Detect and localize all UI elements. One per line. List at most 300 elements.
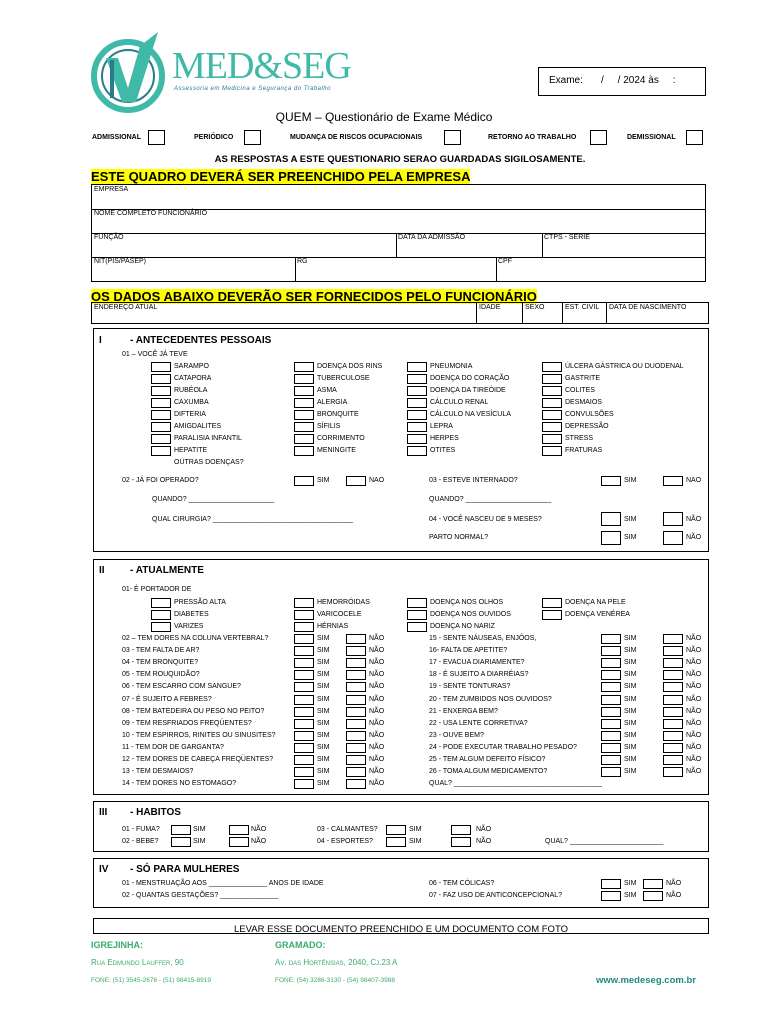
- exam-type-label: DEMISSIONAL: [627, 134, 676, 141]
- disease-label: MENINGITE: [317, 447, 356, 454]
- endereco-field[interactable]: ENDEREÇO ATUAL: [94, 304, 158, 311]
- civil-field[interactable]: EST. CIVIL: [565, 304, 600, 311]
- question-label: 08 - TEM BATEDEIRA OU PESO NO PEITO?: [122, 707, 265, 715]
- sexo-field[interactable]: SEXO: [525, 304, 545, 311]
- sim-label: SIM: [317, 647, 330, 655]
- disease-checkbox[interactable]: [151, 446, 171, 456]
- disease-checkbox[interactable]: [294, 398, 314, 408]
- disease-label: PNEUMONIA: [430, 363, 473, 370]
- disease-label: PARALISIA INFANTIL: [174, 435, 242, 442]
- nao-label: NÃO: [369, 756, 385, 763]
- nao-checkbox[interactable]: [451, 837, 471, 847]
- disease-label: AMIGDALITES: [174, 423, 222, 430]
- sim-label: SIM: [317, 477, 330, 484]
- sim-checkbox[interactable]: [601, 755, 621, 765]
- nao-label: NÃO: [686, 635, 702, 642]
- disease-label: ASMA: [317, 387, 337, 394]
- sim-label: SIM: [624, 768, 637, 776]
- sim-checkbox[interactable]: [601, 658, 621, 668]
- condition-checkbox[interactable]: [151, 622, 171, 632]
- question-label: 24 - PODE EXECUTAR TRABALHO PESADO?: [429, 743, 577, 751]
- section-num: II: [99, 565, 105, 576]
- question-label: 05 - TEM ROUQUIDÃO?: [122, 671, 200, 679]
- section-num: I: [99, 335, 102, 346]
- disease-checkbox[interactable]: [151, 422, 171, 432]
- exam-type-checkbox[interactable]: [590, 130, 607, 145]
- nao-label: NÃO: [666, 880, 682, 887]
- sim-label: SIM: [317, 743, 330, 751]
- sim-checkbox[interactable]: [601, 512, 621, 526]
- sim-checkbox[interactable]: [601, 695, 621, 705]
- condition-checkbox[interactable]: [542, 598, 562, 608]
- question-label: 04 - TEM BRONQUITE?: [122, 659, 199, 667]
- condition-label: PRESSÃO ALTA: [174, 599, 226, 606]
- exam-type-label: MUDANÇA DE RISCOS OCUPACIONAIS: [290, 134, 423, 141]
- disease-checkbox[interactable]: [542, 434, 562, 444]
- nao-checkbox[interactable]: [346, 767, 366, 777]
- nao-checkbox[interactable]: [346, 682, 366, 692]
- question-label: 21 - ENXERGA BEM?: [429, 707, 498, 715]
- question-label: 01 - FUMA?: [122, 826, 160, 833]
- sim-checkbox[interactable]: [294, 743, 314, 753]
- disease-label: GASTRITE: [565, 375, 601, 382]
- sim-label: SIM: [624, 719, 637, 727]
- disease-label: DIFTERIA: [174, 411, 206, 418]
- nao-label: NÃO: [686, 719, 702, 727]
- sim-checkbox[interactable]: [386, 837, 406, 847]
- exam-type-checkbox[interactable]: [686, 130, 703, 145]
- exam-type-label: RETORNO AO TRABALHO: [488, 134, 577, 141]
- nao-label: NÃO: [369, 731, 385, 739]
- exam-date-box[interactable]: [538, 67, 706, 96]
- question-label: 17 - EVACUA DIARIAMENTE?: [429, 659, 525, 667]
- nao-label: NÃO: [686, 534, 702, 541]
- page-title: QUEM – Questionário de Exame Médico: [275, 110, 493, 124]
- disease-label: LEPRA: [430, 423, 453, 430]
- nao-label: NAO: [369, 477, 385, 484]
- disease-checkbox[interactable]: [542, 410, 562, 420]
- disease-checkbox[interactable]: [151, 386, 171, 396]
- question-label: 01 – VOCÊ JÁ TEVE: [122, 351, 188, 358]
- sim-checkbox[interactable]: [294, 731, 314, 741]
- funcao-field[interactable]: FUNÇÃO: [94, 234, 124, 241]
- nit-field[interactable]: NIT(PIS/PASEP): [94, 258, 146, 265]
- disease-label: HERPES: [430, 435, 459, 442]
- menstruacao-field[interactable]: 01 - MENSTRUAÇÃO AOS _______________ ANOS DE IDADE: [122, 880, 324, 887]
- disease-label: DOENÇA DA TIREÓIDE: [430, 387, 506, 394]
- sim-label: SIM: [317, 707, 330, 715]
- exam-type-checkbox[interactable]: [444, 130, 461, 145]
- disease-checkbox[interactable]: [407, 434, 427, 444]
- question-label: 19 - SENTE TONTURAS?: [429, 683, 511, 691]
- condition-checkbox[interactable]: [294, 598, 314, 608]
- disease-checkbox[interactable]: [294, 422, 314, 432]
- nao-checkbox[interactable]: [346, 476, 366, 486]
- sim-checkbox[interactable]: [294, 767, 314, 777]
- sim-checkbox[interactable]: [601, 670, 621, 680]
- question-label: 07 - É SUJEITO A FEBRES?: [122, 695, 212, 703]
- question-label: 09 - TEM RESFRIADOS FREQÜENTES?: [122, 719, 252, 727]
- nao-label: NÃO: [686, 671, 702, 679]
- condition-label: DOENÇA NOS OLHOS: [430, 599, 504, 606]
- disease-checkbox[interactable]: [294, 374, 314, 384]
- nao-checkbox[interactable]: [663, 658, 683, 668]
- condition-label: DOENÇA NA PELE: [565, 599, 626, 606]
- nao-checkbox[interactable]: [346, 670, 366, 680]
- nao-checkbox[interactable]: [346, 719, 366, 729]
- sim-checkbox[interactable]: [601, 719, 621, 729]
- exam-type-checkbox[interactable]: [244, 130, 261, 145]
- sim-label: SIM: [624, 477, 637, 484]
- nao-label: NÃO: [686, 516, 702, 523]
- sim-checkbox[interactable]: [601, 531, 621, 545]
- nao-label: NAO: [686, 477, 702, 484]
- sim-label: SIM: [193, 838, 206, 845]
- disease-checkbox[interactable]: [407, 446, 427, 456]
- quando-field[interactable]: QUANDO? ______________________: [152, 496, 275, 503]
- sim-label: SIM: [317, 719, 330, 727]
- condition-label: VARIZES: [174, 623, 204, 630]
- question-label: 20 - TEM ZUMBIDOS NOS OUVIDOS?: [429, 695, 552, 703]
- condition-checkbox[interactable]: [542, 610, 562, 620]
- disease-checkbox[interactable]: [294, 410, 314, 420]
- disease-checkbox[interactable]: [542, 446, 562, 456]
- nao-checkbox[interactable]: [346, 755, 366, 765]
- condition-label: DOENÇA NO NARIZ: [430, 623, 495, 630]
- nao-checkbox[interactable]: [346, 658, 366, 668]
- exam-type-label: ADMISSIONAL: [92, 134, 141, 141]
- nao-label: NÃO: [686, 683, 702, 691]
- nao-checkbox[interactable]: [346, 743, 366, 753]
- logo-brand: MED&SEG: [172, 45, 351, 87]
- nao-checkbox[interactable]: [346, 695, 366, 705]
- disease-label: TUBERCULOSE: [317, 375, 370, 382]
- disease-label: DOENÇA DOS RINS: [317, 363, 383, 370]
- nao-label: NÃO: [369, 647, 385, 655]
- nao-label: NÃO: [369, 719, 385, 727]
- sim-checkbox[interactable]: [171, 825, 191, 835]
- nao-checkbox[interactable]: [346, 731, 366, 741]
- nao-label: NÃO: [369, 659, 385, 667]
- condition-checkbox[interactable]: [294, 622, 314, 632]
- exam-label: Exame:: [549, 75, 583, 86]
- question-label: 22 - USA LENTE CORRETIVA?: [429, 719, 528, 727]
- sim-label: SIM: [317, 635, 330, 642]
- sim-checkbox[interactable]: [294, 476, 314, 486]
- question-label: 10 - TEM ESPIRROS, RINITES OU SINUSITES?: [122, 731, 276, 739]
- nao-label: NÃO: [369, 671, 385, 679]
- question-label: 04 - ESPORTES?: [317, 838, 373, 845]
- nao-checkbox[interactable]: [346, 634, 366, 644]
- condition-checkbox[interactable]: [407, 610, 427, 620]
- disease-checkbox[interactable]: [407, 422, 427, 432]
- exam-date: / / 2024 às :: [601, 75, 676, 86]
- nao-checkbox[interactable]: [229, 825, 249, 835]
- condition-checkbox[interactable]: [151, 610, 171, 620]
- nao-label: NÃO: [251, 838, 267, 845]
- nao-label: NÃO: [686, 707, 702, 715]
- nao-checkbox[interactable]: [346, 779, 366, 789]
- disease-checkbox[interactable]: [407, 386, 427, 396]
- phone2: FONE: (54) 3286-3130 - (54) 98407-3988: [275, 977, 395, 984]
- sim-label: SIM: [624, 756, 637, 763]
- section-habitos: [93, 801, 709, 852]
- question-label: 01- É PORTADOR DE: [122, 586, 192, 593]
- section-num: IV: [99, 864, 109, 875]
- disease-checkbox[interactable]: [151, 362, 171, 372]
- question-label: 23 - OUVE BEM?: [429, 731, 484, 739]
- nao-label: NÃO: [666, 892, 682, 899]
- disease-checkbox[interactable]: [151, 398, 171, 408]
- disease-label: FRATURAS: [565, 447, 603, 454]
- nao-checkbox[interactable]: [663, 767, 683, 777]
- sim-checkbox[interactable]: [601, 767, 621, 777]
- sim-checkbox[interactable]: [294, 707, 314, 717]
- nao-checkbox[interactable]: [663, 682, 683, 692]
- nao-checkbox[interactable]: [663, 670, 683, 680]
- nao-checkbox[interactable]: [663, 707, 683, 717]
- disease-checkbox[interactable]: [542, 398, 562, 408]
- sim-label: SIM: [624, 534, 637, 541]
- nao-label: NÃO: [476, 838, 492, 845]
- sim-checkbox[interactable]: [294, 646, 314, 656]
- sim-label: SIM: [624, 743, 637, 751]
- nao-checkbox[interactable]: [451, 825, 471, 835]
- city1: IGREJINHA:: [91, 940, 144, 950]
- company-form: [91, 184, 706, 282]
- nao-checkbox[interactable]: [346, 707, 366, 717]
- sim-checkbox[interactable]: [294, 634, 314, 644]
- disease-checkbox[interactable]: [542, 386, 562, 396]
- question-label: 02 - JÁ FOI OPERADO?: [122, 477, 199, 484]
- nao-checkbox[interactable]: [229, 837, 249, 847]
- sim-checkbox[interactable]: [294, 658, 314, 668]
- question-label: 25 - TEM ALGUM DEFEITO FÍSICO?: [429, 756, 546, 763]
- disease-checkbox[interactable]: [294, 386, 314, 396]
- condition-label: HÉRNIAS: [317, 623, 349, 630]
- question-label: 13 - TEM DESMAIOS?: [122, 768, 194, 776]
- condition-checkbox[interactable]: [294, 610, 314, 620]
- sim-label: SIM: [317, 731, 330, 739]
- confidential-note: AS RESPOSTAS A ESTE QUESTIONARIO SERAO GUARDADAS SIGILOSAMENTE.: [214, 154, 586, 165]
- disease-label: ALERGIA: [317, 399, 348, 406]
- cpf-field[interactable]: CPF: [498, 258, 512, 265]
- question-label: 14 - TEM DORES NO ESTOMAGO?: [122, 780, 237, 788]
- disease-checkbox[interactable]: [151, 434, 171, 444]
- sim-checkbox[interactable]: [294, 670, 314, 680]
- disease-label: COLITES: [565, 387, 595, 394]
- nao-checkbox[interactable]: [663, 743, 683, 753]
- condition-checkbox[interactable]: [151, 598, 171, 608]
- condition-checkbox[interactable]: [407, 622, 427, 632]
- sim-checkbox[interactable]: [294, 779, 314, 789]
- nao-label: NÃO: [686, 647, 702, 655]
- nao-checkbox[interactable]: [663, 646, 683, 656]
- disease-checkbox[interactable]: [294, 362, 314, 372]
- disease-label: CATAPORA: [174, 375, 212, 382]
- disease-label: DESMAIOS: [565, 399, 602, 406]
- disease-label: SARAMPO: [174, 363, 210, 370]
- disease-label: SÍFILIS: [317, 423, 341, 430]
- section-title: - HABITOS: [130, 807, 181, 818]
- logo-mark-icon: [90, 26, 170, 122]
- sim-checkbox[interactable]: [601, 682, 621, 692]
- disease-checkbox[interactable]: [151, 374, 171, 384]
- question-label: PARTO NORMAL?: [429, 534, 489, 541]
- disease-label: HEPATITE: [174, 447, 208, 454]
- disease-label: DEPRESSÃO: [565, 423, 609, 430]
- sim-label: SIM: [317, 780, 330, 788]
- sim-label: SIM: [317, 671, 330, 679]
- disease-checkbox[interactable]: [407, 374, 427, 384]
- city2: GRAMADO:: [275, 940, 326, 950]
- nao-label: NÃO: [686, 731, 702, 739]
- admissao-field[interactable]: DATA DA ADMISSÃO: [398, 234, 466, 241]
- question-label: 06 - TEM ESCARRO COM SANGUE?: [122, 683, 241, 691]
- sim-checkbox[interactable]: [386, 825, 406, 835]
- section-title: - ATUALMENTE: [130, 565, 204, 576]
- address1: Rua Edmundo Lauffer, 90: [91, 958, 184, 967]
- quando2-field[interactable]: QUANDO? ______________________: [429, 496, 552, 503]
- outras-label: OUTRAS DOENÇAS?: [174, 459, 244, 466]
- section-title: - ANTECEDENTES PESSOAIS: [130, 335, 272, 346]
- question-label: 15 - SENTE NÁUSEAS, ENJÔOS,: [429, 635, 537, 642]
- question-label: QUAL? ______________________________________: [429, 780, 602, 788]
- nome-field[interactable]: NOME COMPLETO FUNCIONÁRIO: [94, 210, 208, 217]
- nao-checkbox[interactable]: [663, 476, 683, 486]
- sim-label: SIM: [624, 683, 637, 691]
- sim-label: SIM: [317, 695, 330, 703]
- nao-checkbox[interactable]: [663, 695, 683, 705]
- sim-label: SIM: [317, 768, 330, 776]
- nao-label: NÃO: [686, 743, 702, 751]
- sim-label: SIM: [624, 671, 637, 679]
- sim-label: SIM: [624, 516, 637, 523]
- sim-checkbox[interactable]: [601, 707, 621, 717]
- disease-checkbox[interactable]: [294, 434, 314, 444]
- disease-checkbox[interactable]: [542, 362, 562, 372]
- sim-label: SIM: [317, 756, 330, 763]
- sim-label: SIM: [317, 659, 330, 667]
- condition-label: HEMORRÓIDAS: [317, 599, 370, 606]
- gestacoes-field[interactable]: 02 - QUANTAS GESTAÇÕES? _______________: [122, 892, 279, 899]
- condition-label: DIABETES: [174, 611, 209, 618]
- disease-checkbox[interactable]: [407, 398, 427, 408]
- condition-checkbox[interactable]: [407, 598, 427, 608]
- disease-label: STRESS: [565, 435, 594, 442]
- sim-checkbox[interactable]: [601, 731, 621, 741]
- disease-label: CÁLCULO RENAL: [430, 399, 489, 406]
- nao-checkbox[interactable]: [663, 731, 683, 741]
- nascimento-field[interactable]: DATA DE NASCIMENTO: [609, 304, 687, 311]
- nao-label: NÃO: [369, 780, 385, 788]
- nao-label: NÃO: [686, 756, 702, 763]
- sim-checkbox[interactable]: [601, 743, 621, 753]
- nao-checkbox[interactable]: [643, 879, 663, 889]
- disease-label: BRONQUITE: [317, 411, 359, 418]
- empresa-field[interactable]: EMPRESA: [94, 186, 129, 193]
- sim-label: SIM: [193, 826, 206, 833]
- sim-label: SIM: [317, 683, 330, 691]
- nao-checkbox[interactable]: [643, 891, 663, 901]
- rg-field[interactable]: RG: [297, 258, 308, 265]
- nao-checkbox[interactable]: [663, 755, 683, 765]
- ctps-field[interactable]: CTPS - SERIE: [544, 234, 590, 241]
- condition-label: DOENÇA NOS OUVIDOS: [430, 611, 511, 618]
- sim-label: SIM: [624, 635, 637, 642]
- disease-checkbox[interactable]: [151, 410, 171, 420]
- logo-tagline: Assessoria em Medicina e Segurança do Trabalho: [174, 86, 331, 92]
- sim-label: SIM: [624, 695, 637, 703]
- sim-checkbox[interactable]: [601, 476, 621, 486]
- disease-checkbox[interactable]: [542, 422, 562, 432]
- nao-label: NÃO: [369, 743, 385, 751]
- nao-checkbox[interactable]: [663, 634, 683, 644]
- exam-type-checkbox[interactable]: [148, 130, 165, 145]
- section-num: III: [99, 807, 108, 818]
- question-label: 03 - CALMANTES?: [317, 826, 378, 833]
- sim-checkbox[interactable]: [294, 695, 314, 705]
- qual-cirurgia-field[interactable]: QUAL CIRURGIA? ____________________________________: [152, 516, 353, 523]
- question-label: 03 - TEM FALTA DE AR?: [122, 647, 200, 655]
- question-label: 11 - TEM DOR DE GARGANTA?: [122, 743, 224, 751]
- sim-checkbox[interactable]: [294, 719, 314, 729]
- sim-label: SIM: [624, 880, 637, 887]
- nao-label: NÃO: [369, 695, 385, 703]
- sim-checkbox[interactable]: [294, 755, 314, 765]
- sim-checkbox[interactable]: [601, 891, 621, 901]
- section-title: - SÓ PARA MULHERES: [130, 864, 240, 875]
- employee-form: [91, 302, 709, 324]
- section-mulheres: [93, 858, 709, 908]
- nao-label: NÃO: [686, 659, 702, 667]
- idade-field[interactable]: IDADE: [479, 304, 501, 311]
- condition-label: DOENÇA VENÉREA: [565, 611, 630, 618]
- exam-type-label: PERIÓDICO: [194, 134, 234, 141]
- sim-checkbox[interactable]: [601, 879, 621, 889]
- disease-label: CAXUMBA: [174, 399, 209, 406]
- question-label: 26 - TOMA ALGUM MEDICAMENTO?: [429, 768, 548, 776]
- sim-checkbox[interactable]: [601, 646, 621, 656]
- website-link[interactable]: www.medeseg.com.br: [596, 975, 696, 986]
- nao-checkbox[interactable]: [663, 512, 683, 526]
- disease-checkbox[interactable]: [407, 410, 427, 420]
- disease-label: CONVULSÕES: [565, 411, 614, 418]
- disease-checkbox[interactable]: [294, 446, 314, 456]
- question-label: 18 - É SUJEITO A DIARRÉIAS?: [429, 671, 529, 679]
- disease-checkbox[interactable]: [407, 362, 427, 372]
- employee-section-title: OS DADOS ABAIXO DEVERÃO SER FORNECIDOS PELO FUNCIONÁRIO: [91, 289, 537, 304]
- sim-label: SIM: [624, 659, 637, 667]
- section-antecedentes: [93, 328, 709, 552]
- disease-checkbox[interactable]: [542, 374, 562, 384]
- qual-field[interactable]: QUAL? ________________________: [545, 838, 664, 845]
- nao-checkbox[interactable]: [663, 531, 683, 545]
- nao-checkbox[interactable]: [663, 719, 683, 729]
- sim-checkbox[interactable]: [294, 682, 314, 692]
- nao-label: NÃO: [251, 826, 267, 833]
- question-label: 06 - TEM CÓLICAS?: [429, 880, 495, 887]
- disease-label: RUBÉOLA: [174, 387, 208, 394]
- question-label: 04 - VOCÊ NASCEU DE 9 MESES?: [429, 516, 542, 523]
- nao-label: NÃO: [686, 768, 702, 776]
- address2: Av. das Hortênsias, 2040, Cj.23 A: [275, 958, 398, 967]
- sim-label: SIM: [409, 838, 422, 845]
- sim-checkbox[interactable]: [171, 837, 191, 847]
- sim-checkbox[interactable]: [601, 634, 621, 644]
- nao-checkbox[interactable]: [346, 646, 366, 656]
- footer-note: LEVAR ESSE DOCUMENTO PREENCHIDO E UM DOCUMENTO COM FOTO: [93, 918, 709, 934]
